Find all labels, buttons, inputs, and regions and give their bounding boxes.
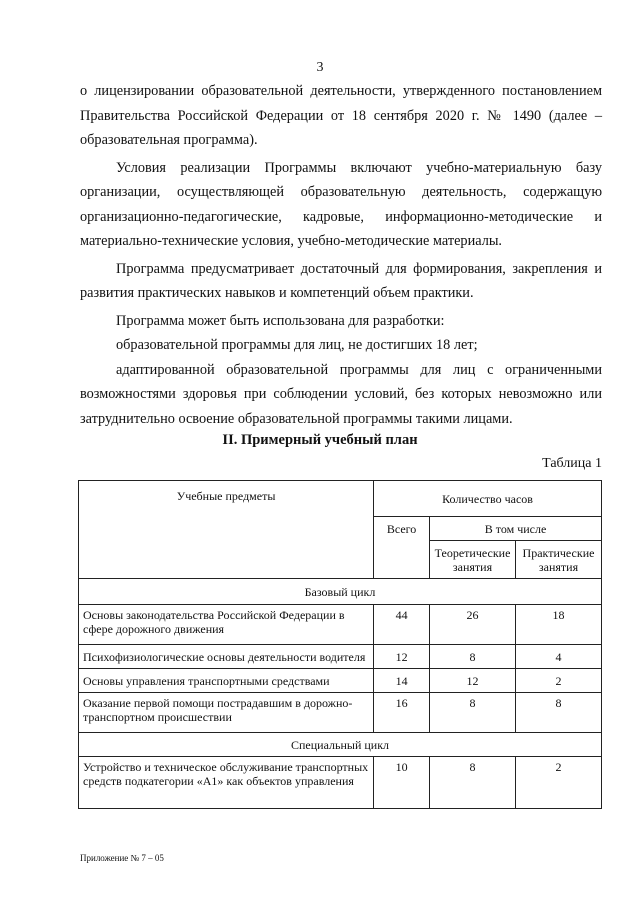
table-row	[79, 693, 602, 733]
table-row	[79, 757, 602, 809]
header-practice: Практические занятия	[516, 541, 602, 579]
paragraph-3: Программа предусматривает достаточный для формирования, закрепления и развития практических навыков и компетенций объем практики.	[80, 260, 602, 301]
practice-cell: 2	[516, 669, 602, 693]
section-base: Базовый цикл	[79, 579, 602, 605]
header-subjects: Учебные предметы	[79, 481, 374, 579]
footer-note: Приложение № 7 – 05	[80, 853, 164, 863]
practice-cell: 4	[516, 645, 602, 669]
table-row	[79, 645, 602, 669]
practice-cell: 8	[516, 693, 602, 733]
curriculum-table	[78, 480, 602, 809]
table-row	[79, 669, 602, 693]
paragraph-1: о лицензировании образовательной деятельности, утвержденного постановлением Правительства Российской Федерации от 18 сентября 2020 г. № 1490 (далее – образовательная программа).	[80, 83, 602, 148]
subject-cell: Основы управления транспортными средствами	[79, 669, 374, 693]
total-cell: 10	[374, 757, 430, 809]
paragraph-2: Условия реализации Программы включают учебно-материальную базу организации, осуществляющей образовательную деятельность, содержащую организационно-педагогические, кадровые, информационно-методические и материально-технические условия, учебно-методические материалы.	[80, 159, 602, 249]
paragraph-6: адаптированной образовательной программы для лиц с ограниченными возможностями здоровья при соблюдении условий, без которых невозможно или затруднительно освоение образовательной программы такими лицами.	[80, 361, 602, 427]
section-row	[79, 733, 602, 757]
theory-cell: 12	[430, 669, 516, 693]
header-total: Всего	[374, 517, 430, 579]
total-cell: 44	[374, 605, 430, 645]
theory-cell: 8	[430, 757, 516, 809]
section-title: II. Примерный учебный план	[222, 432, 418, 448]
header-including: В том числе	[430, 517, 602, 541]
paragraph-4: Программа может быть использована для разработки:	[116, 312, 445, 329]
practice-cell: 2	[516, 757, 602, 809]
theory-cell: 26	[430, 605, 516, 645]
header-hours: Количество часов	[374, 481, 602, 517]
practice-cell: 18	[516, 605, 602, 645]
section-special: Специальный цикл	[79, 733, 602, 757]
page-number: 3	[316, 60, 324, 75]
table-header-row	[79, 481, 602, 517]
theory-cell: 8	[430, 693, 516, 733]
header-theory: Теоретические занятия	[430, 541, 516, 579]
subject-cell: Оказание первой помощи пострадавшим в дорожно-транспортном происшествии	[79, 693, 374, 733]
table-row	[79, 605, 602, 645]
body-text	[80, 79, 602, 431]
theory-cell: 8	[430, 645, 516, 669]
subject-cell: Устройство и техническое обслуживание транспортных средств подкатегории «А1» как объектов управления	[79, 757, 374, 809]
subject-cell: Основы законодательства Российской Федерации в сфере дорожного движения	[79, 605, 374, 645]
total-cell: 14	[374, 669, 430, 693]
total-cell: 16	[374, 693, 430, 733]
paragraph-5: образовательной программы для лиц, не достигших 18 лет;	[116, 337, 478, 353]
total-cell: 12	[374, 645, 430, 669]
section-row	[79, 579, 602, 605]
subject-cell: Психофизиологические основы деятельности водителя	[79, 645, 374, 669]
table-label: Таблица 1	[542, 456, 602, 471]
